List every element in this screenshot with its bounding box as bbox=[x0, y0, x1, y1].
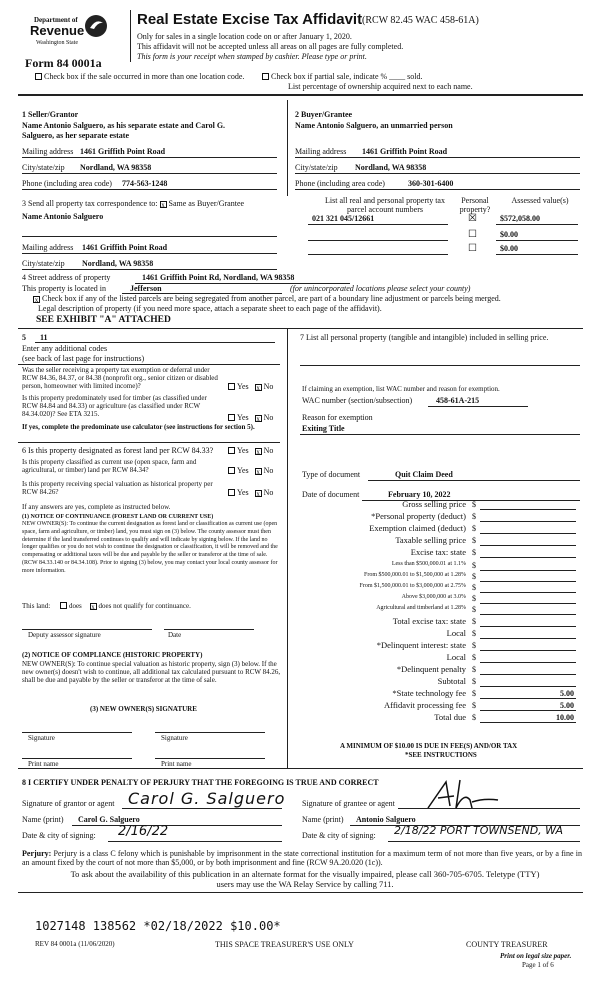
seller-city[interactable]: Nordland, WA 98358 bbox=[80, 163, 152, 172]
revision: REV 84 0001a (11/06/2020) bbox=[35, 940, 115, 948]
form-title: Real Estate Excise Tax Affidavit bbox=[137, 11, 363, 28]
tax-row-currency: $ bbox=[472, 548, 476, 557]
reason[interactable]: Exiting Title bbox=[302, 424, 345, 433]
assessed-value-line bbox=[496, 240, 578, 241]
grantee-date[interactable]: 2/18/22 PORT TOWNSEND, WA bbox=[394, 824, 564, 837]
segregated-label: Check box if any of the listed parcels are being segregated from another parcel, are part of a boundary line adjustment or parcels being merged. bbox=[42, 294, 501, 303]
correspondence-extra-line bbox=[22, 236, 277, 237]
tax-tier-currency: $ bbox=[472, 561, 476, 570]
tax-tier-label: Above $3,000,000 at 3.0% bbox=[401, 594, 466, 600]
seller-heading: 1 Seller/Grantor bbox=[22, 110, 79, 119]
seller-name-line1: Name Antonio Salguero, as his separate estate and Carol G. bbox=[22, 121, 226, 130]
correspondence-city[interactable]: Nordland, WA 98358 bbox=[82, 259, 154, 268]
grantee-name-label: Name (print) bbox=[302, 815, 344, 824]
tax-total-row-label: Affidavit processing fee bbox=[384, 700, 466, 710]
seller-mailing-label: Mailing address bbox=[22, 147, 74, 156]
buyer-phone-label: Phone (including area code) bbox=[295, 179, 385, 188]
segregated-checkbox[interactable]: x bbox=[34, 296, 39, 304]
grantor-signature: Carol G. Salguero bbox=[128, 789, 286, 808]
assessed-value-line bbox=[496, 254, 578, 255]
parcel-number[interactable]: 021 321 045/12661 bbox=[312, 214, 375, 223]
buyer-mailing-label: Mailing address bbox=[295, 147, 347, 156]
seller-phone-line bbox=[22, 189, 277, 190]
tax-total-row-line bbox=[480, 638, 576, 639]
tax-row-label: Exemption claimed (deduct) bbox=[369, 523, 466, 533]
tax-total-row-value[interactable]: 5.00 bbox=[560, 689, 574, 698]
form-citation: (RCW 82.45 WAC 458-61A) bbox=[362, 15, 479, 26]
tax-total-row-label: Total excise tax: state bbox=[392, 616, 466, 626]
tax-total-row-line bbox=[480, 710, 576, 711]
parcel-list-header: List all real and personal property tax parcel account numbers bbox=[325, 196, 445, 215]
print-legal: Print on legal size paper. bbox=[500, 952, 572, 960]
section6-q3-yes-checkbox[interactable] bbox=[228, 489, 235, 496]
yes-label: Yes bbox=[237, 446, 249, 455]
assessed-value-line bbox=[496, 224, 578, 225]
tax-total-row-currency: $ bbox=[472, 689, 476, 698]
multi-location-check bbox=[35, 72, 244, 81]
buyer-phone-line bbox=[295, 189, 580, 190]
grantee-date-label: Date & city of signing: bbox=[302, 831, 376, 840]
located-in-label: This property is located in bbox=[22, 284, 106, 293]
assessed-value[interactable]: $572,058.00 bbox=[500, 214, 540, 223]
buyer-mailing[interactable]: 1461 Griffith Point Road bbox=[362, 147, 448, 156]
grantor-name[interactable]: Carol G. Salguero bbox=[78, 815, 140, 824]
seller-mailing-line bbox=[22, 157, 277, 158]
tax-row-label: Excise tax: state bbox=[410, 547, 466, 557]
tax-row-line bbox=[480, 545, 576, 546]
tax-total-row-label: *Delinquent penalty bbox=[396, 664, 466, 674]
tax-total-row-value[interactable]: 10.00 bbox=[556, 713, 574, 722]
section6-q2: Is this property classified as current use (open space, farm and agricultural, or timber) land per RCW 84.34? bbox=[22, 458, 197, 475]
no-label: No bbox=[263, 413, 274, 422]
doc-date[interactable]: February 10, 2022 bbox=[388, 490, 451, 499]
section6-q2-no-checkbox[interactable]: x bbox=[256, 468, 260, 476]
tax-tier-line bbox=[480, 581, 576, 582]
tax-tier-line bbox=[480, 614, 576, 615]
county-treasurer: COUNTY TREASURER bbox=[466, 940, 548, 949]
buyer-city-line bbox=[295, 173, 580, 174]
section5-q2-answer bbox=[228, 413, 273, 422]
tax-tier-currency: $ bbox=[472, 572, 476, 581]
notice1-text: NEW OWNER(S): To continue the current designation as forest land or classification as current use (open space, farm and agriculture, or timber) land, you must sign on (3) below. The county assessor must then determine if the land transferred continues to qualify and will indicate by signing below. If the land no longer qualifies or you do not wish to continue the designation or classification, it will be removed and the compensating or additional taxes will be due and payable by the seller or transferor at the time of sale. (RCW 84.33.140 or 84.34.108). Prior to signing (3) below, you may contact your local county assessor for more information. bbox=[22, 521, 278, 574]
tax-row-line bbox=[480, 509, 576, 510]
parcel-number-line bbox=[308, 254, 448, 255]
section5-number: 5 bbox=[22, 333, 26, 342]
additional-codes-note: (see back of last page for instructions) bbox=[22, 354, 145, 363]
seller-city-line bbox=[22, 173, 277, 174]
correspondence-mailing[interactable]: 1461 Griffith Point Road bbox=[82, 243, 168, 252]
wac-label: WAC number (section/subsection) bbox=[302, 396, 413, 405]
treasurer-space: THIS SPACE TREASURER'S USE ONLY bbox=[215, 940, 354, 949]
seller-phone[interactable]: 774-563-1248 bbox=[122, 179, 168, 188]
section6-q3: Is this property receiving special valuation as historical property per RCW 84.26? bbox=[22, 480, 213, 497]
certify-text: 8 I CERTIFY UNDER PENALTY OF PERJURY THAT THE FOREGOING IS TRUE AND CORRECT bbox=[22, 778, 379, 787]
assessed-value[interactable]: $0.00 bbox=[500, 244, 518, 253]
correspondence-city-line bbox=[22, 269, 277, 270]
grantee-signature-icon bbox=[420, 778, 500, 812]
tax-total-row-currency: $ bbox=[472, 617, 476, 626]
seller-phone-label: Phone (including area code) bbox=[22, 179, 112, 188]
see-instructions: *SEE INSTRUCTIONS bbox=[405, 751, 477, 759]
wac-number[interactable]: 458-61A-215 bbox=[436, 396, 480, 405]
tax-row-line bbox=[480, 533, 576, 534]
yes-label: Yes bbox=[237, 466, 249, 475]
section8-bottom-rule bbox=[18, 892, 583, 893]
section5-q1-yes-checkbox[interactable] bbox=[228, 383, 235, 390]
owner-print-line-1 bbox=[22, 758, 132, 759]
buyer-mailing-line bbox=[295, 157, 580, 158]
grantee-date-line bbox=[388, 841, 580, 842]
owner-print-line-2 bbox=[155, 758, 265, 759]
header-note2: This affidavit will not be accepted unless all areas on all pages are fully completed. bbox=[137, 42, 404, 51]
tax-total-row-currency: $ bbox=[472, 665, 476, 674]
partial-sale-label: Check box if partial sale, indicate % ____ sold. bbox=[271, 72, 423, 81]
page-number: Page 1 of 6 bbox=[522, 961, 554, 969]
tax-row-currency: $ bbox=[472, 536, 476, 545]
grantor-date-label: Date & city of signing: bbox=[22, 831, 96, 840]
yes-label: Yes bbox=[237, 488, 249, 497]
tax-total-row-line bbox=[480, 698, 576, 699]
assessed-value[interactable]: $0.00 bbox=[500, 230, 518, 239]
tax-total-row-currency: $ bbox=[472, 629, 476, 638]
no-label: No bbox=[263, 466, 274, 475]
wac-line bbox=[428, 406, 528, 407]
perjury-title: Perjury: bbox=[22, 849, 52, 858]
does-checkbox[interactable] bbox=[60, 602, 67, 609]
tax-total-row-label: Local bbox=[446, 652, 466, 662]
multi-location-checkbox[interactable] bbox=[35, 73, 42, 80]
tax-row-label: Gross selling price bbox=[402, 499, 466, 509]
agency-line3: Washington State bbox=[36, 40, 79, 46]
agency-line2: Revenue bbox=[30, 23, 85, 38]
section5-code-line bbox=[35, 342, 275, 343]
street-address[interactable]: 1461 Griffith Point Rd, Nordland, WA 98358 bbox=[142, 273, 295, 282]
grantee-sig-label: Signature of grantee or agent bbox=[302, 799, 395, 808]
deputy-date-line bbox=[164, 629, 254, 630]
buyer-city[interactable]: Nordland, WA 98358 bbox=[355, 163, 427, 172]
doc-date-label: Date of document bbox=[302, 490, 360, 499]
seller-name-line2: Salguero, as her separate estate bbox=[22, 131, 130, 140]
tax-row-currency: $ bbox=[472, 500, 476, 509]
notice2-text: NEW OWNER(S): To continue special valuation as historic property, sign (3) below. If the new owner(s) doesn't wish to continue, all additional tax calculated pursuant to RCW 84.26, shall be due and payable by the seller or transferor at the time of sale. bbox=[22, 660, 281, 685]
buyer-city-label: City/state/zip bbox=[295, 163, 338, 172]
yes-label: Yes bbox=[237, 413, 249, 422]
does-label: does bbox=[68, 602, 82, 610]
yes-label: Yes bbox=[237, 382, 249, 391]
section5-q2-yes-checkbox[interactable] bbox=[228, 414, 235, 421]
owner-sig-line-1 bbox=[22, 732, 132, 733]
same-as-buyer-checkbox[interactable]: x bbox=[161, 201, 165, 209]
owner-sig-label-1: Signature bbox=[28, 734, 55, 742]
perjury-block bbox=[22, 849, 582, 867]
parcel-number-line bbox=[308, 240, 448, 241]
tax-row-currency: $ bbox=[472, 512, 476, 521]
cashier-stamp: 1027148 138562 *02/18/2022 $10.00* bbox=[35, 919, 281, 933]
owner-print-label-1: Print name bbox=[28, 760, 59, 768]
tax-tier-currency: $ bbox=[472, 605, 476, 614]
tax-tier-line bbox=[480, 570, 576, 571]
lower-divider bbox=[287, 328, 288, 768]
legal-description-label: Legal description of property (if you need more space, attach a separate sheet to each page of the affidavit). bbox=[38, 304, 382, 313]
header-rule bbox=[18, 94, 583, 96]
section5-bottom-rule bbox=[18, 442, 280, 443]
section6-q2-answer bbox=[228, 466, 273, 475]
grantee-name[interactable]: Antonio Salguero bbox=[356, 815, 416, 824]
deputy-sig-line bbox=[22, 629, 152, 630]
section5-q3: If yes, complete the predominate use calculator (see instructions for section 5). bbox=[22, 423, 255, 431]
buyer-heading: 2 Buyer/Grantee bbox=[295, 110, 353, 119]
tax-total-row-line bbox=[480, 626, 576, 627]
tax-row-label: *Personal property (deduct) bbox=[371, 511, 466, 521]
section5-q1: Was the seller receiving a property tax exemption or deferral under RCW 84.36, 84.37, or 84.38 (nonprofit org., senior citizen or disabled person, homeowner with limited income)? bbox=[22, 366, 218, 391]
answer-note: If any answers are yes, complete as instructed below. bbox=[22, 503, 171, 511]
tax-total-row-currency: $ bbox=[472, 641, 476, 650]
correspondence-city-label: City/state/zip bbox=[22, 259, 65, 268]
tax-total-row-line bbox=[480, 650, 576, 651]
county[interactable]: Jefferson bbox=[130, 284, 162, 293]
no-label: No bbox=[263, 488, 274, 497]
parcel-number-line bbox=[308, 224, 448, 225]
alt-format-note: To ask about the availability of this publication in an alternate format for the visually impaired, please call 360-705-6705. Teletype (TTY) users may use the WA Relay Service by calling 711. bbox=[70, 869, 540, 889]
header-note1: Only for sales in a single location code on or after January 1, 2020. bbox=[137, 32, 352, 41]
section6-q3-no-checkbox[interactable]: x bbox=[256, 490, 260, 498]
grantee-sig-line bbox=[398, 808, 580, 809]
correspondence-name: Name Antonio Salguero bbox=[22, 212, 104, 221]
minimum-due: A MINIMUM OF $10.00 IS DUE IN FEE(S) AND/OR TAX bbox=[340, 742, 518, 750]
grantor-name-line bbox=[72, 825, 282, 826]
tax-tier-label: Less than $500,000.01 at 1.1% bbox=[391, 561, 466, 567]
section6-q2-yes-checkbox[interactable] bbox=[228, 467, 235, 474]
tax-tier-currency: $ bbox=[472, 583, 476, 592]
section6-q1-no-checkbox[interactable]: x bbox=[256, 448, 260, 456]
tax-total-row-line bbox=[480, 662, 576, 663]
section3-text bbox=[22, 199, 244, 208]
does-not-label: does not qualify for continuance. bbox=[98, 602, 191, 610]
deputy-date-label: Date bbox=[168, 631, 182, 639]
doc-type-label: Type of document bbox=[302, 470, 361, 479]
does-not-checkbox[interactable]: x bbox=[91, 603, 95, 611]
partial-sale-check bbox=[262, 72, 423, 81]
owner-sig-label-2: Signature bbox=[161, 734, 188, 742]
buyer-name-line1: Name Antonio Salguero, an unmarried person bbox=[295, 121, 453, 130]
multi-location-label: Check box if the sale occurred in more than one location code. bbox=[44, 72, 245, 81]
deputy-sig-label: Deputy assessor signature bbox=[28, 631, 101, 639]
grantor-sig-label: Signature of grantor or agent bbox=[22, 799, 115, 808]
doc-type-line bbox=[368, 480, 580, 481]
section5-q1-no-checkbox[interactable]: x bbox=[256, 384, 260, 392]
exhibit-a: SEE EXHIBIT "A" ATTACHED bbox=[36, 315, 171, 325]
owner-sig-line-2 bbox=[155, 732, 265, 733]
section3-label: 3 Send all property tax correspondence to: bbox=[22, 199, 158, 208]
header-note3: This form is your receipt when stamped by cashier. Please type or print. bbox=[137, 52, 367, 61]
grantor-date-line bbox=[108, 841, 282, 842]
unincorporated-note: (for unincorporated locations please select your county) bbox=[290, 284, 471, 293]
tax-tier-line bbox=[480, 592, 576, 593]
tax-row-line bbox=[480, 521, 576, 522]
section4-rule bbox=[18, 328, 583, 329]
tax-total-row-value[interactable]: 5.00 bbox=[560, 701, 574, 710]
no-label: No bbox=[263, 446, 274, 455]
section12-divider bbox=[287, 100, 288, 196]
section5-code[interactable]: 11 bbox=[40, 333, 48, 342]
section8-top-rule bbox=[18, 768, 583, 769]
tax-total-row-currency: $ bbox=[472, 653, 476, 662]
section6-q1-yes-checkbox[interactable] bbox=[228, 447, 235, 454]
tax-total-row-label: Total due bbox=[434, 712, 466, 722]
correspondence-mailing-line bbox=[22, 253, 277, 254]
grantor-sig-line bbox=[122, 808, 282, 809]
personal-property-header: Personal property? bbox=[459, 196, 491, 215]
additional-codes-label: Enter any additional codes bbox=[22, 344, 108, 353]
section5-rule bbox=[18, 364, 280, 365]
tax-tier-label: From $500,000.01 to $1,500,000 at 1.28% bbox=[364, 572, 466, 578]
partial-sale-checkbox[interactable] bbox=[262, 73, 269, 80]
owner-print-label-2: Print name bbox=[161, 760, 192, 768]
no-label: No bbox=[263, 382, 274, 391]
tax-total-row-label: *Delinquent interest: state bbox=[376, 640, 466, 650]
reason-line bbox=[300, 434, 580, 435]
notice1-title: (1) NOTICE OF CONTINUANCE (FOREST LAND OR CURRENT USE) bbox=[22, 514, 214, 520]
tax-tier-label: From $1,500,000.01 to $3,000,000 at 2.75% bbox=[359, 583, 466, 589]
tax-total-row-label: *State technology fee bbox=[392, 688, 466, 698]
tax-row-label: Taxable selling price bbox=[395, 535, 466, 545]
section7-line-1 bbox=[300, 365, 580, 366]
perjury-text: Perjury is a class C felony which is punishable by imprisonment in the state correctional institution for a maximum term of not more than five years, or by a fine in an amount fixed by the court of not more than $5,000, or by both imprisonment and fine (RCW 9A.20.020 (1c)). bbox=[22, 849, 583, 868]
correspondence-mailing-label: Mailing address bbox=[22, 243, 74, 252]
tax-total-row-currency: $ bbox=[472, 701, 476, 710]
section5-q1-answer bbox=[228, 382, 273, 391]
tax-row-line bbox=[480, 557, 576, 558]
list-percentage-note: List percentage of ownership acquired next to each name. bbox=[288, 82, 473, 91]
personal-property-checkbox[interactable]: ☐ bbox=[468, 243, 477, 254]
personal-property-checkbox[interactable]: ☐ bbox=[468, 229, 477, 240]
notice3-title: (3) NEW OWNER(S) SIGNATURE bbox=[90, 705, 197, 713]
this-land-row bbox=[22, 602, 191, 610]
reason-label: Reason for exemption bbox=[302, 413, 373, 422]
tax-total-row-label: Subtotal bbox=[437, 676, 466, 686]
tax-total-row-currency: $ bbox=[472, 713, 476, 722]
tax-total-row-line bbox=[480, 686, 576, 687]
section5-q2-no-checkbox[interactable]: x bbox=[256, 415, 260, 423]
same-as-buyer-label: Same as Buyer/Grantee bbox=[168, 199, 245, 208]
personal-property-checkbox[interactable]: ☒ bbox=[468, 213, 477, 224]
assessed-value-header: Assessed value(s) bbox=[511, 196, 569, 205]
section5-q2: Is this property predominately used for timber (as classified under RCW 84.84 and 84.33) or agriculture (as classified under RCW 84.34.020)? See ETA 3215. bbox=[22, 394, 207, 419]
segregated-check bbox=[33, 294, 501, 303]
tax-tier-currency: $ bbox=[472, 594, 476, 603]
this-land-label: This land: bbox=[22, 602, 51, 610]
tax-total-row-label: Local bbox=[446, 628, 466, 638]
street-address-label: 4 Street address of property bbox=[22, 273, 111, 282]
doc-type[interactable]: Quit Claim Deed bbox=[395, 470, 453, 479]
form-number: Form 84 0001a bbox=[25, 56, 102, 70]
tax-total-row-line bbox=[480, 722, 576, 723]
tax-row-currency: $ bbox=[472, 524, 476, 533]
tax-tier-line bbox=[480, 603, 576, 604]
tax-total-row-line bbox=[480, 674, 576, 675]
header-divider bbox=[130, 10, 131, 62]
grantor-date[interactable]: 2/16/22 bbox=[118, 824, 169, 839]
dor-logo-icon bbox=[84, 14, 108, 38]
dor-logo bbox=[28, 14, 118, 50]
agency-line1: Department of bbox=[34, 16, 78, 24]
exemption-text: If claiming an exemption, list WAC number and reason for exemption. bbox=[302, 385, 500, 393]
notice2-title: (2) NOTICE OF COMPLIANCE (HISTORIC PROPERTY) bbox=[22, 651, 203, 659]
buyer-phone[interactable]: 360-301-6400 bbox=[408, 179, 454, 188]
section6-q1-answer bbox=[228, 446, 273, 455]
section6-q3-answer bbox=[228, 488, 273, 497]
section6-q1: 6 Is this property designated as forest land per RCW 84.33? bbox=[22, 446, 214, 455]
tax-tier-label: Agricultural and timberland at 1.28% bbox=[376, 605, 466, 611]
tax-total-row-currency: $ bbox=[472, 677, 476, 686]
seller-city-label: City/state/zip bbox=[22, 163, 65, 172]
section7-text: 7 List all personal property (tangible and intangible) included in selling price. bbox=[300, 333, 549, 342]
seller-mailing[interactable]: 1461 Griffith Point Road bbox=[80, 147, 166, 156]
grantor-name-label: Name (print) bbox=[22, 815, 64, 824]
